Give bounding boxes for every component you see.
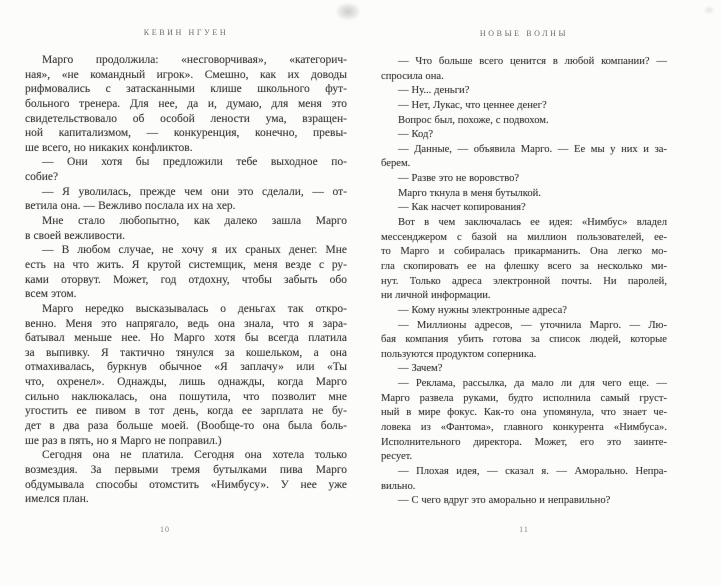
text-line: — Разве это не воровство?: [398, 173, 520, 185]
text-line: мессенджером с базой на миллион пользователей, ее-: [381, 231, 667, 243]
text-line: в своей вежливости.: [25, 229, 126, 242]
text-line: — Код?: [398, 129, 434, 141]
text-line: — Реклама, рассылка, да мало ли для чего еще. —: [398, 378, 667, 390]
text-line: есть на что жить. Я крутой системщик, меня везде с ру-: [25, 258, 347, 271]
left-running-header: КЕВИН НГУЕН: [143, 28, 229, 37]
text-line: — Плохая идея, — сказал я. — Аморально. Непра-: [398, 465, 667, 477]
text-line: больного тренера. Для нее, да и, думаю, для меня это: [25, 97, 347, 110]
text-line: Марго продолжила: «несговорчивая», «категорич-: [42, 54, 347, 66]
text-line: батывал меньше нее. Но Марго хотя бы всегда платила: [25, 332, 347, 345]
text-line: — Нет, Лукас, что ценнее денег?: [398, 99, 547, 111]
text-line: ресует.: [381, 451, 413, 463]
text-line: венно. Меня это напрягало, ведь она знала, что я зара-: [25, 317, 347, 330]
text-line: собие?: [25, 171, 59, 184]
text-line: ветила она. — Вежливо послала их на хер.: [25, 200, 236, 213]
text-line: спросила она.: [381, 70, 444, 82]
text-line: что, охренел». Однажды, лишь однажды, когда Марго: [25, 376, 347, 389]
left-page-text: [25, 53, 347, 507]
right-running-header: НОВЫЕ ВОЛНЫ: [479, 29, 569, 38]
text-line: — Зачем?: [398, 363, 443, 375]
text-line: Исполнительного директора. Может, его это заинте-: [381, 436, 667, 448]
text-line: — В любом случае, не хочу я их сраных денег. Мне: [42, 244, 347, 257]
text-line: ловека из «Фантома», главного конкурента «Нимбуса».: [381, 422, 667, 434]
text-line: угостить ее пивом в тот день, когда ее зарплата не бу-: [25, 405, 347, 418]
text-line: гла скопировать ее на флешку всего за несколько ми-: [381, 260, 667, 272]
scan-smudge: [336, 3, 360, 20]
text-line: Мне стало любопытно, как далеко зашла Марго: [42, 215, 347, 228]
text-line: всем этом.: [25, 288, 77, 301]
text-line: — Миллионы адресов, — уточнила Марго. — Лю-: [398, 319, 667, 331]
text-line: дет в два раза больше моей. (Вообще-то она была боль-: [25, 420, 347, 433]
text-line: ной капитализмом, — конкуренция, конечно, превы-: [25, 127, 347, 140]
text-line: — Они хотя бы предложили тебе выходное по-: [42, 156, 347, 169]
text-line: Вот в чем заключалась ее идея: «Нимбус» владел: [398, 217, 667, 229]
text-line: Марго ткнула в меня бутылкой.: [398, 187, 541, 199]
text-line: нут. Только адреса электронной почты. Ни паролей,: [381, 275, 667, 287]
text-line: обдумывала способы отомстить «Нимбусу». У нее уже: [25, 478, 347, 491]
text-line: Марго развела руками, будто исполнила самый груст-: [381, 392, 667, 404]
text-line: ная», «не командный игрок». Смешно, как их доводы: [25, 68, 347, 81]
text-line: то Марго и собиралась прикарманить. Она легко мо-: [381, 246, 667, 258]
text-line: — Как насчет копирования?: [398, 202, 526, 214]
right-page-text: [381, 55, 667, 509]
text-line: — Что больше всего ценится в любой компании? —: [398, 56, 667, 67]
text-line: ни личной информации.: [381, 290, 491, 302]
text-line: сильно наклюкалась, она пошутила, что позволит мне: [25, 390, 347, 403]
text-line: — Кому нужны электронные адреса?: [398, 304, 568, 316]
text-line: — Ну... деньги?: [398, 85, 470, 97]
text-line: отмахивалась, буркнув обычное «Я заплачу» или «Ты: [25, 361, 347, 374]
text-line: ше всего, но никаких конфликтов.: [25, 141, 193, 154]
text-line: имелся план.: [25, 493, 89, 506]
text-line: Вопрос был, похоже, с подвохом.: [398, 114, 549, 126]
text-line: — С чего вдруг это аморально и неправильно?: [398, 495, 611, 507]
text-line: Сегодня она не платила. Сегодня она хотела только: [42, 449, 347, 462]
text-line: берем.: [381, 158, 411, 170]
right-page-number: 11: [519, 525, 529, 534]
text-line: за выпивку. Я тактично тянулся за кошельком, а она: [25, 346, 347, 359]
text-line: ный в мире фокус. Как-то она упомянула, что знает че-: [381, 407, 667, 419]
text-line: ше раз в пять, но я Марго не поправил.): [25, 434, 222, 447]
text-line: ками оторвут. Может, год отдохну, чтобы забыть обо: [25, 273, 347, 286]
text-line: — Данные, — объявила Марго. — Ее мы у них и за-: [398, 143, 667, 155]
text-line: свидетельствовало об особой лености ума, взращен-: [25, 112, 347, 125]
text-line: Марго нередко высказывалась о деньгах так откро-: [42, 302, 347, 315]
left-page-number: 10: [160, 525, 170, 534]
text-line: рифмовались с затасканными клише школьного фут-: [25, 83, 347, 96]
text-line: вильно.: [381, 480, 416, 492]
scan-smudge-small: [703, 6, 715, 14]
text-line: бая компания убить готова за список людей, которые: [381, 334, 667, 346]
text-line: пользуются продуктом соперника.: [381, 348, 537, 360]
text-line: возмездия. За первыми тремя бутылками пива Марго: [25, 463, 347, 476]
text-line: — Я уволилась, прежде чем они это сделали, — от-: [42, 185, 347, 198]
